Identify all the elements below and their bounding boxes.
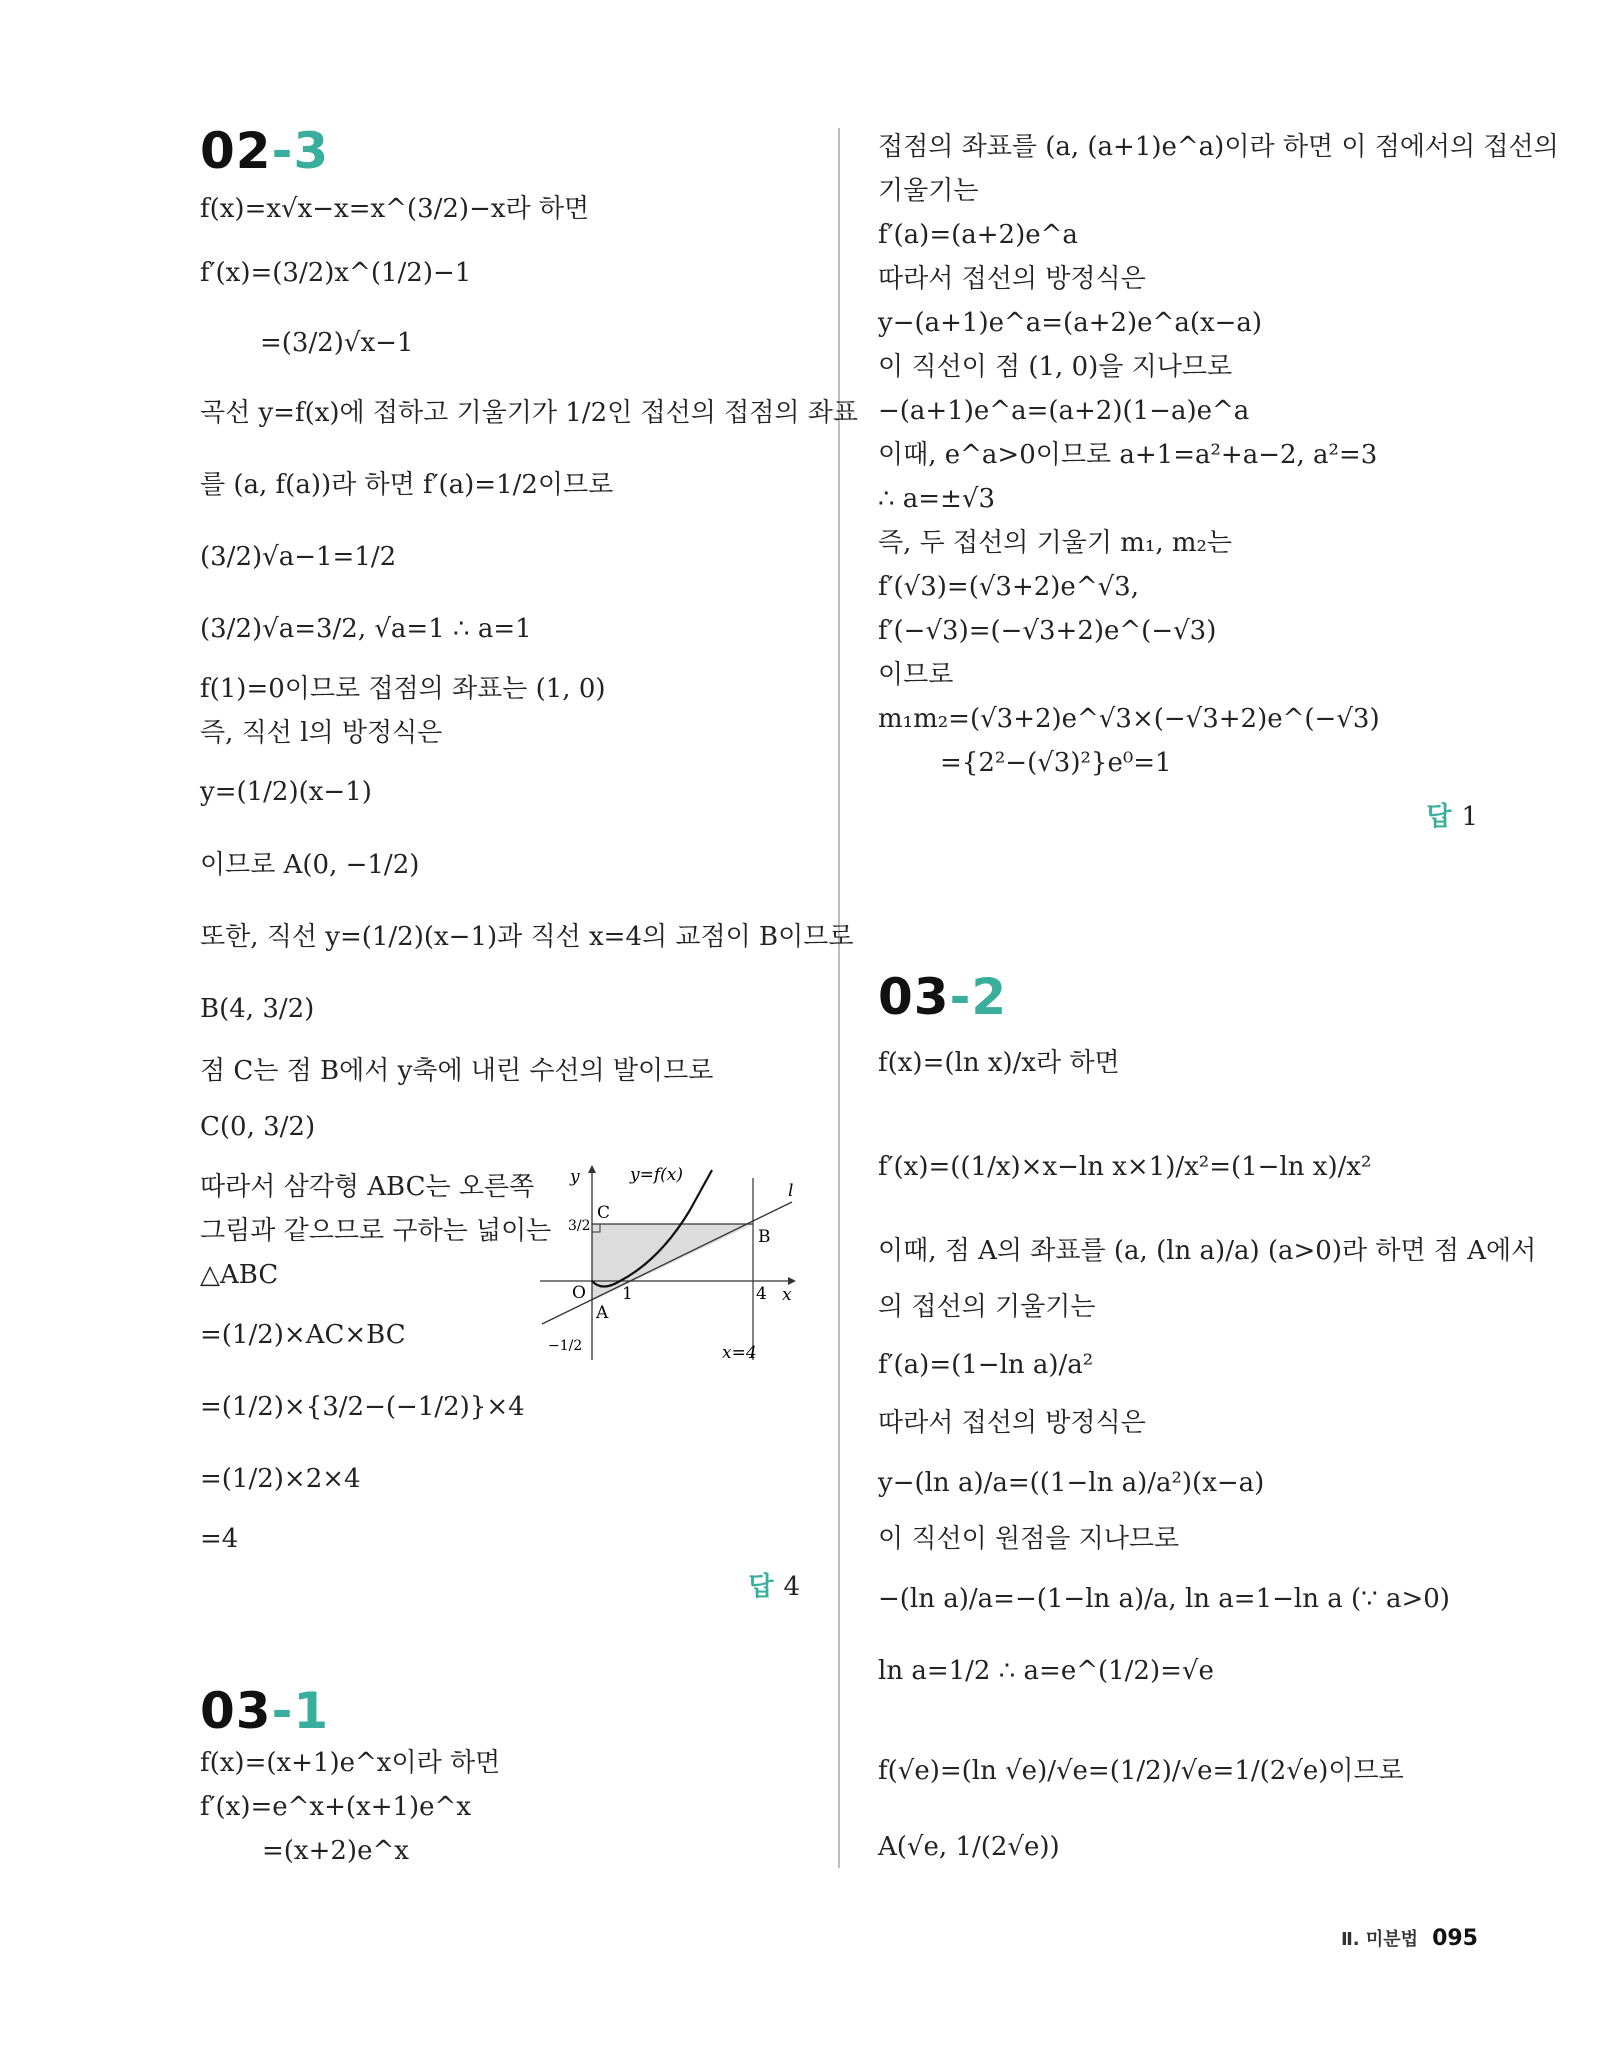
solution-line: B(4, 3/2) [200, 994, 315, 1024]
section-heading-03-1 [200, 1682, 329, 1740]
solution-line: C(0, 3/2) [200, 1112, 316, 1142]
solution-line: =(1/2)×2×4 [200, 1464, 361, 1494]
solution-line: 이 직선이 원점을 지나므로 [878, 1524, 1180, 1554]
solution-line: 이때, e^a>0이므로 a+1=a²+a−2, a²=3 [878, 440, 1378, 470]
page-footer [1341, 1925, 1478, 1951]
solution-line: m₁m₂=(√3+2)e^√3×(−√3+2)e^(−√3) [878, 704, 1380, 734]
answer-02-3 [748, 1566, 800, 1603]
solution-line: 이 직선이 점 (1, 0)을 지나므로 [878, 352, 1233, 382]
solution-line: −(ln a)/a=−(1−ln a)/a, ln a=1−ln a (∵ a>0) [878, 1584, 1450, 1614]
solution-line: y=(1/2)(x−1) [200, 777, 372, 807]
solution-line: 이므로 A(0, −1/2) [200, 850, 420, 880]
answer-label: 답 [1426, 802, 1452, 832]
solution-line: f′(x)=((1/x)×x−ln x×1)/x²=(1−ln x)/x² [878, 1152, 1372, 1182]
x-axis-arrow [788, 1277, 796, 1285]
heading-sub: 2 [971, 968, 1008, 1026]
label-tick-1: 1 [622, 1284, 633, 1304]
solution-line: f(√e)=(ln √e)/√e=(1/2)/√e=1/(2√e)이므로 [878, 1756, 1404, 1786]
solution-line: 이때, 점 A의 좌표를 (a, (ln a)/a) (a>0)라 하면 점 A에서 [878, 1236, 1537, 1266]
label-line-l: l [788, 1181, 794, 1201]
label-origin: O [572, 1283, 586, 1303]
solution-line: f(x)=(ln x)/x라 하면 [878, 1048, 1120, 1078]
label-point-a: A [596, 1303, 609, 1323]
heading-number: 02 [200, 122, 272, 180]
label-point-b: B [758, 1227, 771, 1247]
solution-line: 곡선 y=f(x)에 접하고 기울기가 1/2인 접선의 접점의 좌표 [200, 398, 858, 428]
solution-line: y−(ln a)/a=((1−ln a)/a²)(x−a) [878, 1468, 1265, 1498]
solution-line: f′(x)=(3/2)x^(1/2)−1 [200, 258, 472, 288]
solution-line: f(1)=0이므로 접점의 좌표는 (1, 0) [200, 674, 606, 704]
y-axis-arrow [588, 1165, 596, 1173]
solution-line: f′(a)=(1−ln a)/a² [878, 1350, 1094, 1380]
solution-line: =(3/2)√x−1 [260, 328, 414, 358]
heading-dash: - [271, 1682, 294, 1740]
heading-number: 03 [200, 1682, 272, 1740]
solution-line: 기울기는 [878, 176, 979, 206]
answer-value: 1 [1461, 802, 1478, 832]
solution-line: f′(x)=e^x+(x+1)e^x [200, 1792, 471, 1822]
heading-sub: 3 [293, 122, 330, 180]
solution-line: −(a+1)e^a=(a+2)(1−a)e^a [878, 396, 1250, 426]
solution-line: (3/2)√a=3/2, √a=1 ∴ a=1 [200, 614, 532, 644]
solution-line: 를 (a, f(a))라 하면 f′(a)=1/2이므로 [200, 470, 614, 500]
solution-line: =4 [200, 1524, 239, 1554]
solution-line: f′(√3)=(√3+2)e^√3, [878, 572, 1139, 602]
heading-dash: - [949, 968, 972, 1026]
solution-line: 점 C는 점 B에서 y축에 내린 수선의 발이므로 [200, 1056, 714, 1086]
label-x-axis: x [782, 1285, 792, 1305]
label-tick-4: 4 [756, 1284, 767, 1304]
solution-line: f′(−√3)=(−√3+2)e^(−√3) [878, 616, 1217, 646]
solution-line: f(x)=x√x−x=x^(3/2)−x라 하면 [200, 194, 590, 224]
solution-line: ln a=1/2 ∴ a=e^(1/2)=√e [878, 1656, 1214, 1686]
heading-sub: 1 [293, 1682, 330, 1740]
label-y-tick-bottom: −1/2 [548, 1338, 583, 1354]
label-y-tick-top: 3/2 [568, 1218, 591, 1234]
section-heading-02-3 [200, 122, 329, 180]
solution-line: ∴ a=±√3 [878, 484, 995, 514]
solution-line: f′(a)=(a+2)e^a [878, 220, 1078, 250]
answer-03-1 [1426, 796, 1478, 833]
answer-value: 4 [783, 1572, 800, 1602]
page-number: 095 [1432, 1926, 1478, 1951]
solution-line: 이므로 [878, 660, 954, 690]
solution-line: f(x)=(x+1)e^x이라 하면 [200, 1748, 501, 1778]
label-y-axis: y [570, 1167, 580, 1187]
solution-line: =(1/2)×{3/2−(−1/2)}×4 [200, 1392, 525, 1422]
answer-label: 답 [748, 1572, 774, 1602]
heading-number: 03 [878, 968, 950, 1026]
solution-line: (3/2)√a−1=1/2 [200, 542, 397, 572]
solution-line: ={2²−(√3)²}e⁰=1 [940, 748, 1172, 778]
solution-line: y−(a+1)e^a=(a+2)e^a(x−a) [878, 308, 1263, 338]
solution-line: 접점의 좌표를 (a, (a+1)e^a)이라 하면 이 점에서의 접선의 [878, 132, 1559, 162]
label-point-c: C [597, 1203, 611, 1223]
column-divider [838, 128, 840, 1868]
solution-line: 따라서 접선의 방정식은 [878, 264, 1146, 294]
label-vline: x=4 [722, 1343, 757, 1363]
chapter-label: Ⅱ. 미분법 [1340, 1929, 1419, 1950]
solution-line: 따라서 접선의 방정식은 [878, 1408, 1146, 1438]
label-curve: y=f(x) [630, 1165, 683, 1185]
solution-line: 그림과 같으므로 구하는 넓이는 [200, 1216, 552, 1246]
solution-line: 즉, 직선 l의 방정식은 [200, 718, 443, 748]
solution-line: 또한, 직선 y=(1/2)(x−1)과 직선 x=4의 교점이 B이므로 [200, 922, 854, 952]
solution-line: =(1/2)×AC×BC [200, 1320, 406, 1350]
solution-line: =(x+2)e^x [262, 1836, 409, 1866]
solution-line: 따라서 삼각형 ABC는 오른쪽 [200, 1172, 535, 1202]
solution-line: 즉, 두 접선의 기울기 m₁, m₂는 [878, 528, 1233, 558]
section-heading-03-2 [878, 968, 1007, 1026]
solution-line: △ABC [200, 1260, 279, 1290]
solution-line: 의 접선의 기울기는 [878, 1292, 1096, 1322]
solution-line: A(√e, 1/(2√e)) [878, 1832, 1060, 1862]
tangent-graph [530, 1160, 810, 1380]
heading-dash: - [271, 122, 294, 180]
